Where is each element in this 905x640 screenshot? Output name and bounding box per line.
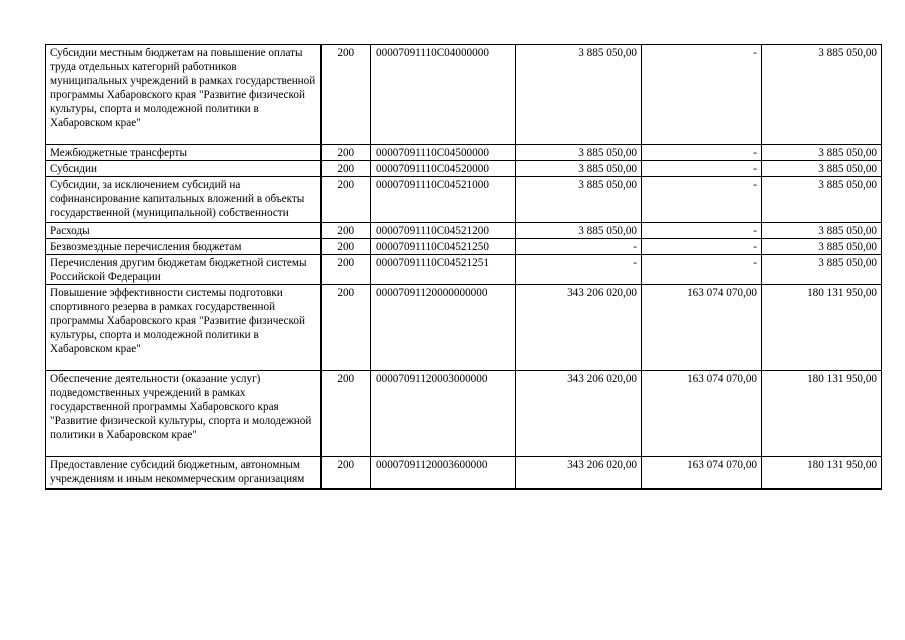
row-name: Повышение эффективности системы подготовки спортивного резерва в рамках государственной программы Хабаровского края "Развитие физической культуры, спорта и молодежной политики в Хабаровском крае" (46, 285, 321, 371)
table-row (46, 145, 882, 161)
row-name: Субсидии местным бюджетам на повышение оплаты труда отдельных категорий работников муниципальных учреждений в рамках государственной программы Хабаровского края "Развитие физической культуры, спорта и молодежной политики в Хабаровском крае" (46, 45, 321, 145)
row-kbk: 00007091120003000000 (371, 371, 516, 457)
row-kbk: 00007091110C04521251 (371, 255, 516, 285)
row-unexecuted: 3 885 050,00 (762, 145, 882, 161)
row-approved: 343 206 020,00 (516, 457, 642, 490)
row-approved: 3 885 050,00 (516, 145, 642, 161)
table-row (46, 177, 882, 223)
row-name: Безвозмездные перечисления бюджетам (46, 239, 321, 255)
row-kbk: 00007091110C04500000 (371, 145, 516, 161)
row-approved: - (516, 255, 642, 285)
row-code: 200 (321, 223, 371, 239)
row-name: Предоставление субсидий бюджетным, автономным учреждениям и иным некоммерческим организациям (46, 457, 321, 490)
row-executed: - (642, 161, 762, 177)
row-unexecuted: 180 131 950,00 (762, 371, 882, 457)
budget-execution-table (45, 44, 882, 490)
row-code: 200 (321, 239, 371, 255)
row-executed: 163 074 070,00 (642, 371, 762, 457)
row-executed: - (642, 239, 762, 255)
row-approved: - (516, 239, 642, 255)
row-unexecuted: 180 131 950,00 (762, 457, 882, 490)
row-name: Перечисления другим бюджетам бюджетной системы Российской Федерации (46, 255, 321, 285)
row-unexecuted: 180 131 950,00 (762, 285, 882, 371)
row-code: 200 (321, 255, 371, 285)
row-kbk: 00007091110C04521000 (371, 177, 516, 223)
row-name: Субсидии, за исключением субсидий на софинансирование капитальных вложений в объекты государственной (муниципальной) собственности (46, 177, 321, 223)
row-approved: 3 885 050,00 (516, 45, 642, 145)
row-code: 200 (321, 177, 371, 223)
row-name: Обеспечение деятельности (оказание услуг) подведомственных учреждений в рамках государственной программы Хабаровского края "Развитие физической культуры, спорта и молодежной политики в Хабаровском крае" (46, 371, 321, 457)
row-approved: 3 885 050,00 (516, 223, 642, 239)
table-row (46, 223, 882, 239)
row-kbk: 00007091110C04521250 (371, 239, 516, 255)
row-approved: 3 885 050,00 (516, 161, 642, 177)
row-executed: - (642, 255, 762, 285)
table-row (46, 371, 882, 457)
table-row (46, 239, 882, 255)
row-approved: 343 206 020,00 (516, 371, 642, 457)
row-unexecuted: 3 885 050,00 (762, 255, 882, 285)
table-row (46, 285, 882, 371)
row-code: 200 (321, 161, 371, 177)
row-code: 200 (321, 285, 371, 371)
table-row (46, 457, 882, 490)
row-unexecuted: 3 885 050,00 (762, 223, 882, 239)
row-executed: 163 074 070,00 (642, 285, 762, 371)
row-unexecuted: 3 885 050,00 (762, 177, 882, 223)
row-unexecuted: 3 885 050,00 (762, 45, 882, 145)
row-executed: - (642, 177, 762, 223)
row-code: 200 (321, 371, 371, 457)
row-name: Межбюджетные трансферты (46, 145, 321, 161)
row-kbk: 00007091110C04520000 (371, 161, 516, 177)
row-executed: - (642, 223, 762, 239)
row-executed: 163 074 070,00 (642, 457, 762, 490)
row-name: Расходы (46, 223, 321, 239)
row-name: Субсидии (46, 161, 321, 177)
table-row (46, 45, 882, 145)
row-kbk: 00007091110C04521200 (371, 223, 516, 239)
row-code: 200 (321, 45, 371, 145)
table-row (46, 161, 882, 177)
row-approved: 3 885 050,00 (516, 177, 642, 223)
row-approved: 343 206 020,00 (516, 285, 642, 371)
row-executed: - (642, 145, 762, 161)
row-kbk: 00007091120000000000 (371, 285, 516, 371)
row-executed: - (642, 45, 762, 145)
row-code: 200 (321, 457, 371, 490)
row-unexecuted: 3 885 050,00 (762, 161, 882, 177)
table-row (46, 255, 882, 285)
row-kbk: 00007091110C04000000 (371, 45, 516, 145)
row-unexecuted: 3 885 050,00 (762, 239, 882, 255)
row-code: 200 (321, 145, 371, 161)
row-kbk: 00007091120003600000 (371, 457, 516, 490)
